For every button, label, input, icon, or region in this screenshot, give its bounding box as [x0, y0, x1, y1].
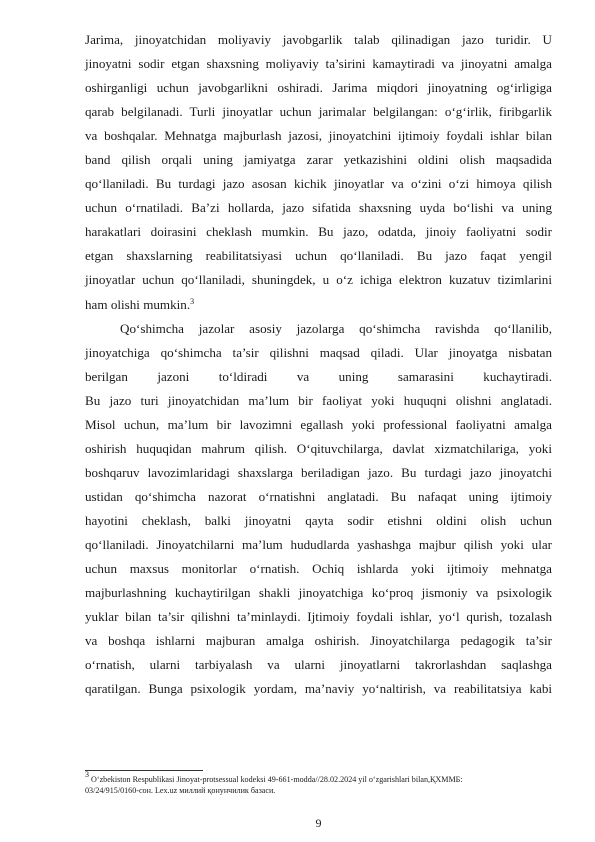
paragraph-line: ustidan qo‘shimcha nazorat o‘rnatishni anglatadi. Bu nafaqat uning ijtimoiy: [85, 488, 552, 504]
paragraph-line: o‘rnatish, ularni tarbiyalash va ularni jinoyatlarni takrorlashdan saqlashga: [85, 657, 552, 673]
paragraph-line: majburlashning kuchaytirilgan shakli jinoyatchiga ko‘proq jismoniy va psixologik: [85, 585, 552, 601]
page-number: 9: [315, 816, 322, 830]
paragraph-line: qarab belgilanadi. Turli jinoyatlar uchun jarimalar belgilangan: o‘g‘irlik, firibgarlik: [85, 104, 552, 120]
paragraph-line: berilgan jazoni to‘ldiradi va uning samarasini kuchaytiradi.: [85, 368, 552, 384]
paragraph-line: Misol uchun, ma’lum bir lavozimni egallash yoki professional faoliyatni amalga: [85, 416, 552, 432]
paragraph-line: Bu jazo turi jinoyatchidan ma’lum bir faoliyat yoki huquqni olishni anglatadi.: [85, 392, 552, 408]
paragraph-line: va boshqalar. Mehnatga majburlash jazosi, jinoyatchini ijtimoiy foydali ishlar bilan: [85, 128, 552, 144]
paragraph-line: band qilish orqali uning jamiyatga zarar yetkazishini oldini olish maqsadida: [85, 152, 552, 168]
paragraph-last-line: [85, 293, 552, 317]
paragraph-line: jinoyatchiga qo‘shimcha ta’sir qilishni maqsad qiladi. Ular jinoyatga nisbatan: [85, 344, 552, 360]
paragraph-line: uchun o‘rnatiladi. Ba’zi hollarda, jazo sifatida shaxsning uyda bo‘lishi va uning: [85, 200, 552, 216]
paragraph-line: va boshqa ishlarni majburan amalga oshirish. Jinoyatchilarga pedagogik ta’sir: [85, 633, 552, 649]
paragraph-line: yuklar bilan ta’sir qilishni ta’minlaydi. Ijtimoiy foydali ishlar, yo‘l qurish, tozalash: [85, 609, 552, 625]
paragraph-line: oshirganligi uchun javobgarlikni oshiradi. Jarima miqdori jinoyatning og‘irligiga: [85, 80, 552, 96]
footnote-line: [85, 770, 555, 785]
paragraph-line: Jarima, jinoyatchidan moliyaviy javobgarlik talab qilinadigan jazo turidir. U: [85, 32, 552, 47]
paragraph-line: etgan shaxslarning reabilitatsiyasi uchun qo‘llaniladi. Bu jazo faqat yengil: [85, 248, 552, 264]
paragraph-line: jinoyatni sodir etgan shaxsning moliyaviy ta’sirini kamaytiradi va jinoyatni amalga: [85, 56, 552, 72]
footnote-text: O‘zbekiston Respublikasi Jinoyat-protsessual kodeksi 49-661-modda//28.02.2024 yil o‘zgarishlari bilan,ҚХММБ:: [89, 775, 463, 784]
paragraph-line: qo‘llaniladi. Jinoyatchilarni ma’lum hududlarda yashashga majbur qilish yoki ular: [85, 536, 552, 552]
footnote-number: 3: [85, 770, 89, 779]
footnote-divider: [85, 770, 203, 771]
footnote: [85, 770, 555, 796]
paragraph-line: jinoyatlar uchun qo‘llaniladi, shuningdek, u o‘z ichiga elektron kuzatuv tizimlarini: [85, 272, 552, 288]
paragraph-line: qo‘llaniladi. Bu turdagi jazo asosan kichik jinoyatlar va o‘zini o‘zi himoya qilish: [85, 176, 552, 192]
footnote-line: 03/24/915/0160-сон. Lex.uz миллий қонунчилик базаси.: [85, 786, 276, 795]
paragraph-line-text: ham olishi mumkin.: [85, 296, 191, 312]
paragraph-line: boshqaruv lavozimlaridagi shaxslarga beriladigan jazo. Bu turdagi jazo jinoyatchi: [85, 464, 552, 480]
paragraph-line: hayotini cheklash, balki jinoyatni qayta sodir etishni oldini olish uchun: [85, 512, 552, 528]
paragraph-line: harakatlari doirasini cheklash mumkin. Bu jazo, odatda, jinoiy faoliyatni sodir: [85, 224, 552, 240]
footnote-reference[interactable]: 3: [190, 296, 195, 306]
paragraph-line: uchun maxsus monitorlar o‘rnatish. Ochiq ishlarda yoki ijtimoiy mehnatga: [85, 561, 552, 577]
paragraph-line: Qo‘shimcha jazolar asosiy jazolarga qo‘shimcha ravishda qo‘llanilib,: [120, 320, 552, 336]
document-body: [85, 28, 552, 701]
paragraph-line: oshirish huquqidan mahrum qilish. O‘qituvchilarga, davlat xizmatchilariga, yoki: [85, 440, 552, 456]
paragraph-line: qaratilgan. Bunga psixologik yordam, ma’naviy yo‘naltirish, va reabilitatsiya kabi: [85, 681, 552, 697]
